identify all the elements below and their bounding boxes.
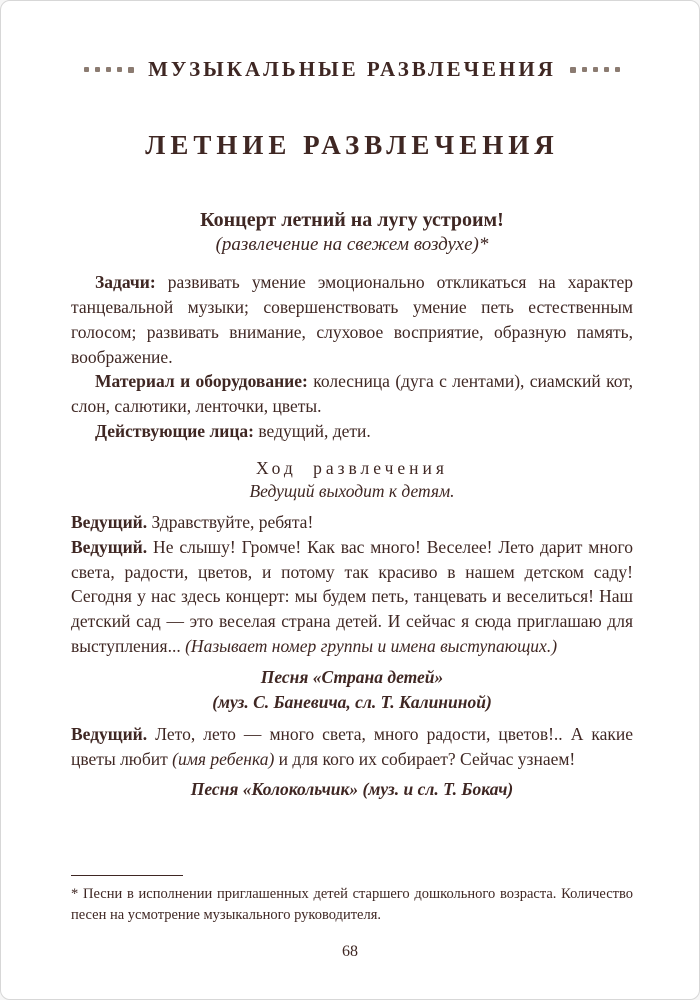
dot-icon (95, 67, 100, 72)
body-text (71, 270, 633, 803)
dot-icon (117, 67, 122, 72)
footnote-text: * Песни в исполнении приглашенных детей старшего дошкольного возраста. Количество песен на усмотрение музыкального руководителя. (71, 886, 633, 923)
song-title: Песня «Колокольчик» (муз. и сл. Т. Бокач) (190, 779, 514, 800)
course-heading: Ход развлечения (256, 457, 448, 478)
dot-icon (106, 67, 111, 72)
dot-icon (128, 67, 134, 73)
characters-paragraph (71, 419, 633, 444)
dot-icon (604, 67, 609, 72)
dot-icon (593, 67, 598, 72)
dot-icon (582, 67, 587, 72)
characters-text: ведущий, дети. (254, 421, 371, 442)
header-dots-right (570, 67, 620, 73)
tasks-label: Задачи: (95, 272, 156, 292)
header-dots-left (84, 67, 134, 73)
running-header-title: МУЗЫКАЛЬНЫЕ РАЗВЛЕЧЕНИЯ (148, 57, 556, 81)
dialogue-block (71, 510, 633, 659)
dialogue-text: Здравствуйте, ребята! (147, 511, 314, 532)
dot-icon (84, 67, 89, 72)
dot-icon (615, 67, 620, 72)
inline-stage-direction: (Называет номер группы и имена выступающих.) (185, 636, 558, 657)
materials-label: Материал и оборудование: (95, 371, 308, 392)
speaker-label: Ведущий. (71, 511, 148, 532)
event-title: Концерт летний на лугу устроим! (200, 209, 504, 231)
running-header (71, 57, 633, 82)
inline-placeholder: (имя ребенка) (172, 748, 275, 769)
dialogue-text: Лето, лето — много света, много радости, цветов!.. А какие цветы любит (71, 723, 633, 769)
section-title: ЛЕТНИЕ РАЗВЛЕЧЕНИЯ (145, 130, 559, 160)
event-subtitle: (развлечение на свежем воздухе)* (215, 234, 489, 255)
song-block (71, 777, 633, 802)
song-block (71, 665, 633, 716)
tasks-paragraph (71, 270, 633, 369)
dialogue-text: Не слышу! Громче! Как вас много! Веселее! Лето дарит много света, радости, цветов, и потому так красиво в нашем детском саду! Сегодня у нас здесь концерт: мы будем петь, танцевать и веселиться! Наш детский сад — это веселая страна детей. И сейчас я сюда приглашаю для выступления... (71, 536, 633, 657)
stage-direction: Ведущий выходит к детям. (249, 480, 455, 501)
characters-label: Действующие лица: (95, 421, 255, 442)
page-number: 68 (342, 943, 358, 960)
song-title: Песня «Страна детей» (260, 666, 444, 687)
speaker-label: Ведущий. (71, 536, 148, 557)
dialogue-paragraph (71, 535, 633, 659)
speaker-label: Ведущий. (71, 723, 148, 744)
footnote (71, 875, 633, 925)
dialogue-paragraph (71, 722, 633, 772)
dialogue-paragraph (71, 510, 633, 535)
dialogue-text: и для кого их собирает? Сейчас узнаем! (274, 748, 576, 769)
song-credits: (муз. С. Баневича, сл. Т. Калининой) (212, 692, 492, 713)
tasks-text: развивать умение эмоционально откликаться на характер танцевальной музыки; совершенствовать умение петь естественным голосом; развивать внимание, слуховое восприятие, образную память, воображение. (71, 272, 633, 367)
dot-icon (570, 67, 576, 73)
materials-text: колесница (дуга с лентами), сиамский кот, слон, салютики, ленточки, цветы. (71, 371, 633, 417)
materials-paragraph (71, 369, 633, 419)
footnote-rule (71, 875, 183, 876)
